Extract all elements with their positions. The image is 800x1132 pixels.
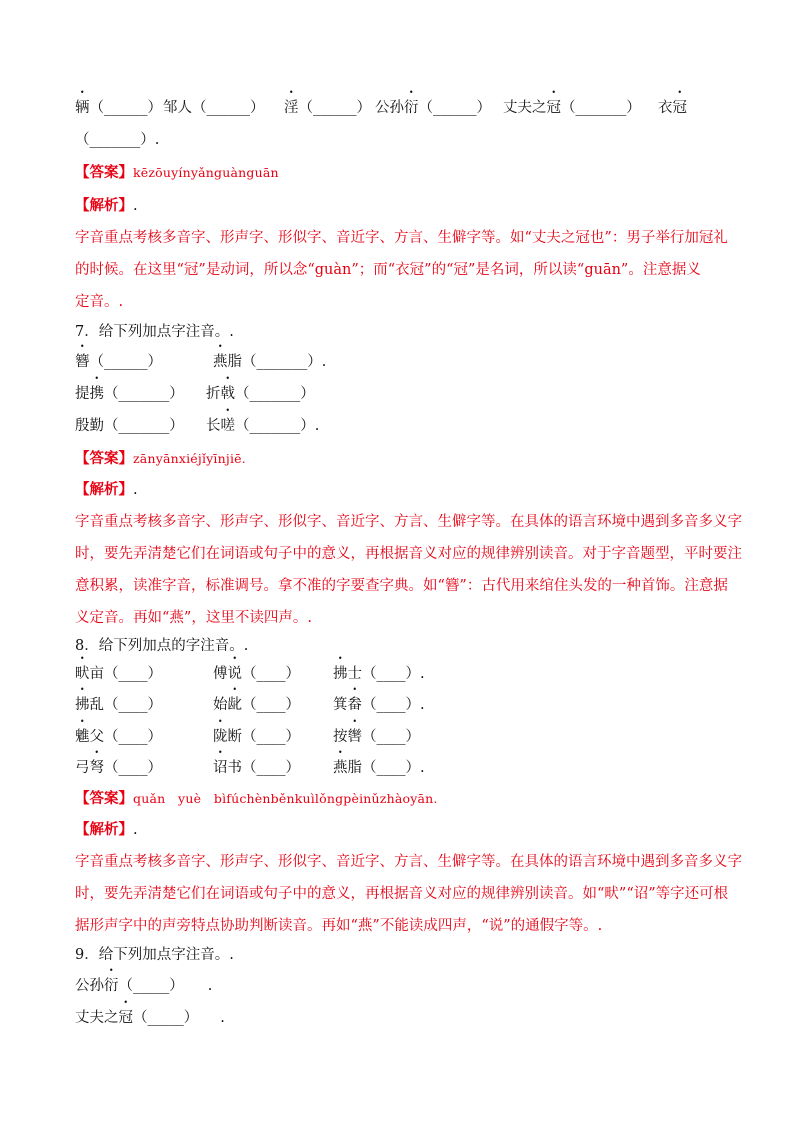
q7-analysis-line-3: 意积累，读准字音，标准调号。拿不准的字要查字典。如“簪”：古代用来绾住头发的一种首饰。注意据 [75,578,728,594]
q6-item-3: 淫（______） [284,100,371,116]
q7-item: 簪（______） [75,354,162,370]
q7-analysis-line-4: 义定音。再如“燕”，这里不读四声。. [75,610,312,626]
q8-item: 箕畚（____）. [333,697,425,713]
q8-item: 拂士（____）. [333,666,425,682]
q7-analysis-line-1: 字音重点考核多音字、形声字、形似字、音近字、方言、生僻字等。在具体的语言环境中遇到多音多义字 [75,514,742,530]
q9-item-2: 丈夫之冠（_____） . [75,1010,225,1026]
q6-item-2: 邹人（______） [163,100,265,116]
answer-label: 【答案】 [75,790,133,807]
q6-analysis-line-1: 字音重点考核多音字、形声字、形似字、音近字、方言、生僻字等。如“丈夫之冠也”：男子举行加冠礼 [75,230,728,246]
q6-analysis-line-2: 的时候。在这里“冠”是动词，所以念“guàn”；而“衣冠”的“冠”是名词，所以读“guān”。注意据义 [75,262,701,278]
answer-label: 【答案】 [75,450,133,467]
answer-value: zānyānxiéjǐyīnjiē. [133,451,246,466]
q7-analysis-line-2: 时，要先弄清楚它们在词语或句子中的意义，再根据音义对应的规律辨别读音。对于字音题型，平时要注 [75,546,742,562]
q7-analysis-label: 【解析】. [75,481,138,498]
answer-label: 【答案】 [75,164,133,181]
q6-analysis-label: 【解析】. [75,197,138,214]
q8-analysis-label: 【解析】. [75,821,138,838]
answer-value: quǎn yuè bìfúchènběnkuìlǒngpèinǔzhàoyān. [133,791,438,806]
q8-analysis-line-3: 据形声字中的声旁特点协助判断读音。再如“燕”不能读成四声，“说”的通假字等。. [75,918,603,934]
q6-item-4: 公孙衍（______） [375,100,491,116]
q6-item-1: 辆（______） [75,100,162,116]
q8-answer [75,789,438,809]
q7-item: 提携（_______） [75,386,184,402]
q6-item-5: 丈夫之冠（_______） [503,100,641,116]
q8-item: 始龀（____） [213,697,300,713]
q7-item: 殷勤（_______） [75,418,184,434]
q9-item-1: 公孙衍（_____） . [75,978,213,994]
q7-answer [75,449,246,469]
q6-item-6: 衣冠 [658,100,687,116]
q8-item: 燕脂（____）. [333,760,425,776]
q8-item: 陇断（____） [213,729,300,745]
q9-title: 9．给下列加点字注音。. [75,947,234,963]
q8-analysis-line-1: 字音重点考核多音字、形声字、形似字、音近字、方言、生僻字等。在具体的语言环境中遇到多音多义字 [75,854,742,870]
q8-item: 按辔（____） [333,729,420,745]
q8-item: 拂乱（____） [75,697,162,713]
q7-title: 7．给下列加点字注音。. [75,324,234,340]
q6-answer [75,163,279,183]
q6-items-continuation: （_______）. [75,132,160,148]
q8-item: 魋父（____） [75,729,162,745]
q7-item: 折戟（_______） [206,386,315,402]
q8-title: 8．给下列加点的字注音。. [75,638,249,654]
q8-item: 弓弩（____） [75,760,162,776]
q7-item: 长嗟（_______）. [206,418,320,434]
q8-item: 傅说（____） [213,666,300,682]
q6-analysis-line-3: 定音。. [75,294,124,310]
answer-value: kēzōuyínyǎnguànguān [133,165,279,180]
q7-item: 燕脂（_______）. [213,354,327,370]
q8-analysis-line-2: 时，要先弄清楚它们在词语或句子中的意义，再根据音义对应的规律辨别读音。如“畎”“诏”等字还可根 [75,886,729,902]
q8-item: 畎亩（____） [75,666,162,682]
q8-item: 诏书（____） [213,760,300,776]
